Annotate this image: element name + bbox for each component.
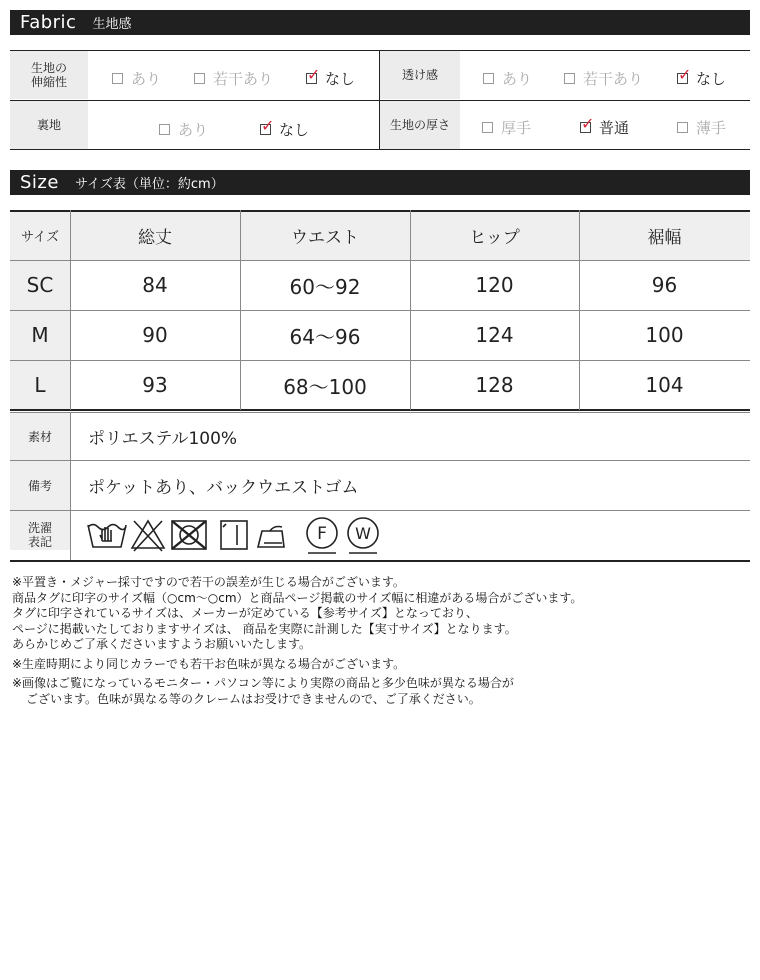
check-mark-icon: ✓ <box>261 116 275 135</box>
size-title: Size <box>20 172 59 193</box>
option-label: 普通 <box>599 119 630 137</box>
lining-label <box>10 101 88 149</box>
hand-wash-icon <box>88 525 126 548</box>
option-label: なし <box>325 70 356 88</box>
size-header <box>10 170 750 195</box>
option-label: 若干あり <box>213 70 274 88</box>
care-symbols <box>86 513 406 557</box>
note-line: タグに印字されているサイズは、メーカーが定めている【参考サイズ】となっており、 <box>12 606 478 620</box>
table-column-line <box>70 412 71 560</box>
column-header-hip: ヒップ <box>469 227 520 248</box>
stretch-option-ari <box>112 68 161 89</box>
thickness-option-atsude <box>482 117 531 138</box>
stretch-option-jakkan <box>194 68 273 89</box>
size-name: M <box>31 323 49 347</box>
note-line: ※画像はご覧になっているモニター・パソコン等により実際の商品と多少色味が異なる場合が <box>12 676 514 690</box>
material-label: 素材 <box>27 429 52 444</box>
thickness-option-futsu <box>580 114 630 138</box>
stretch-option-nashi <box>306 65 356 89</box>
note-line: 商品タグに印字のサイズ幅（○cm〜○cm）と商品ページ掲載のサイズ幅に相違がある場合がございます。 <box>12 590 583 605</box>
checkbox-icon <box>564 73 575 84</box>
note-line: ※生産時期により同じカラーでも若干お色味が異なる場合がございます。 <box>12 656 406 671</box>
size-subtitle: サイズ表（単位：約cm） <box>74 177 224 192</box>
lining-label-text: 裏地 <box>36 118 61 132</box>
care-label-line2: 表記 <box>27 535 52 549</box>
stretch-label <box>10 51 88 99</box>
dry-clean-f-icon <box>307 518 337 553</box>
checkbox-checked-icon <box>306 65 321 84</box>
line-dry-icon <box>221 521 247 549</box>
option-label: なし <box>696 70 727 88</box>
checkbox-checked-icon <box>260 116 275 135</box>
checkbox-icon <box>482 122 493 133</box>
check-mark-icon: ✓ <box>581 114 595 133</box>
column-header-waist: ウエスト <box>291 227 359 248</box>
option-label: なし <box>279 121 310 139</box>
sheer-label-text: 透け感 <box>401 68 438 82</box>
hip-value: 128 <box>475 373 514 397</box>
material-value: ポリエステル100% <box>88 428 238 449</box>
hip-value: 124 <box>475 323 514 347</box>
check-mark-icon: ✓ <box>307 65 321 84</box>
note-line: ※平置き・メジャー採寸ですので若干の誤差が生じる場合がございます。 <box>12 575 405 589</box>
care-label <box>10 510 70 560</box>
stretch-label-line1: 生地の <box>30 61 67 75</box>
thickness-label-text: 生地の厚さ <box>389 118 450 132</box>
care-f-letter: F <box>317 524 327 544</box>
care-label-line1: 洗濯 <box>27 521 52 535</box>
size-name: SC <box>26 273 54 297</box>
length-value: 90 <box>142 323 168 347</box>
checkbox-checked-icon <box>677 65 692 84</box>
low-iron-icon <box>258 527 284 548</box>
fabric-header <box>10 10 750 35</box>
option-label: 若干あり <box>583 70 644 88</box>
wet-clean-w-icon <box>348 518 378 553</box>
sheer-label <box>380 51 460 99</box>
size-name: L <box>34 373 46 397</box>
sheer-option-nashi <box>677 65 727 89</box>
option-label: 薄手 <box>696 119 727 137</box>
hem-value: 100 <box>645 323 684 347</box>
option-label: 厚手 <box>501 119 532 137</box>
length-value: 93 <box>142 373 168 397</box>
checkbox-icon <box>483 73 494 84</box>
care-w-letter: W <box>355 524 371 543</box>
fabric-table <box>10 50 750 150</box>
sheer-option-jakkan <box>564 68 643 89</box>
thickness-option-usude <box>677 117 726 138</box>
fabric-title: Fabric <box>20 12 77 33</box>
sheer-option-ari <box>483 68 532 89</box>
option-label: あり <box>502 70 533 88</box>
waist-value: 68〜100 <box>283 374 367 399</box>
column-header-length: 総丈 <box>138 227 172 248</box>
no-bleach-icon <box>132 521 164 551</box>
table-border-bottom <box>10 560 750 562</box>
hem-value: 96 <box>651 273 678 297</box>
fabric-subtitle: 生地感 <box>92 17 132 32</box>
option-label: あり <box>131 70 162 88</box>
column-header-size: サイズ <box>21 229 59 245</box>
stretch-label-line2: 伸縮性 <box>30 75 67 89</box>
hip-value: 120 <box>475 273 514 297</box>
option-label: あり <box>178 121 209 139</box>
waist-value: 64〜96 <box>289 324 361 349</box>
waist-value: 60〜92 <box>289 274 361 299</box>
lining-option-nashi <box>260 116 310 140</box>
length-value: 84 <box>142 273 168 297</box>
note-line: ございます。色味が異なる等のクレームはお受けできませんので、ご了承ください。 <box>26 691 481 706</box>
check-mark-icon: ✓ <box>678 65 692 84</box>
note-line: ページに掲載いたしておりますサイズは、 商品を実際に計測した【実寸サイズ】となります。 <box>12 621 517 636</box>
checkbox-checked-icon <box>580 114 595 133</box>
hem-value: 104 <box>645 373 684 397</box>
lining-option-ari <box>159 119 208 140</box>
table-row-line <box>10 510 750 511</box>
notes <box>12 575 752 707</box>
checkbox-icon <box>194 73 205 84</box>
remarks-value: ポケットあり、バックウエストゴム <box>88 477 359 498</box>
checkbox-icon <box>112 73 123 84</box>
column-header-hem: 裾幅 <box>647 227 682 248</box>
note-line: あらかじめご了承くださいますようお願いいたします。 <box>12 637 312 651</box>
checkbox-icon <box>677 122 688 133</box>
thickness-label <box>380 101 460 149</box>
remarks-label: 備考 <box>27 478 52 493</box>
no-tumble-dry-icon <box>172 521 206 549</box>
checkbox-icon <box>159 124 170 135</box>
